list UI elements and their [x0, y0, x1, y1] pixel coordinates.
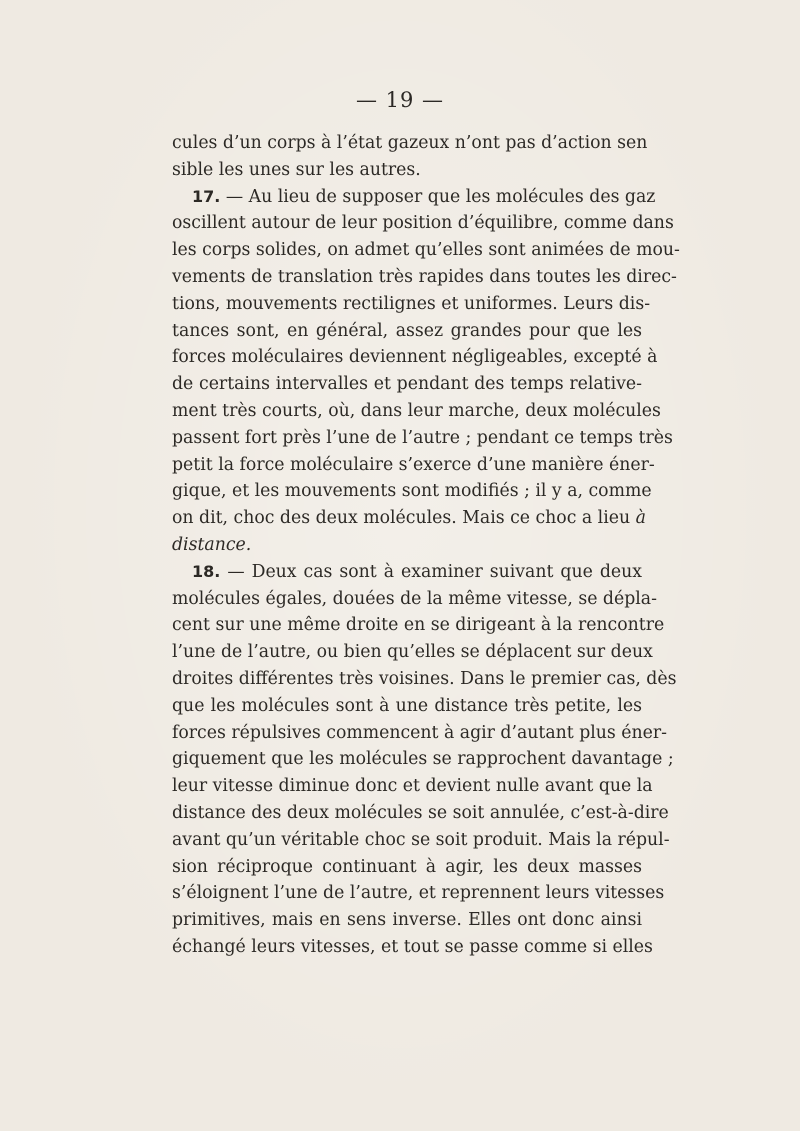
text-line	[172, 666, 677, 693]
text-line	[172, 157, 642, 184]
line-text: ment très courts, où, dans leur marche, deux molécules	[172, 400, 661, 421]
text-line	[172, 478, 652, 505]
text-line	[172, 184, 656, 211]
line-text: gique, et les mouvements sont modifiés ; il y a, comme	[172, 481, 652, 502]
line-text: vements de translation très rapides dans toutes les direc-	[172, 266, 677, 287]
text-line	[172, 746, 674, 773]
line-text: passent fort près l’une de l’autre ; pendant ce temps très	[172, 427, 673, 448]
text-line	[172, 318, 642, 345]
line-text: cules d’un corps à l’état gazeux n’ont pas d’action sen	[172, 133, 648, 153]
line-text: tions, mouvements rectilignes et uniformes. Leurs dis-	[172, 293, 651, 314]
line-text: tances sont, en général, assez grandes pour que les	[172, 320, 642, 341]
line-text: giquement que les molécules se rapprochent davantage ;	[172, 749, 674, 770]
line-text: sion réciproque continuant à agir, les deux masses	[172, 856, 642, 877]
text-line	[172, 612, 665, 639]
line-text: avant qu’un véritable choc se soit produit. Mais la répul-	[172, 829, 670, 850]
line-text: cent sur une même droite en se dirigeant à la rencontre	[172, 615, 665, 636]
line-text: de certains intervalles et pendant des temps relative-	[172, 374, 642, 395]
line-text: leur vitesse diminue donc et devient nulle avant que la	[172, 776, 653, 797]
text-line	[172, 559, 642, 586]
text-line	[172, 693, 642, 720]
text-line	[172, 880, 665, 907]
text-line	[172, 720, 667, 747]
line-text: forces répulsives commencent à agir d’autant plus éner-	[172, 722, 667, 743]
text-line	[172, 264, 677, 291]
text-line	[172, 854, 642, 881]
body-text	[172, 130, 680, 961]
line-text: — Au lieu de supposer que les molécules des gaz	[220, 186, 656, 207]
line-text: distance des deux molécules se soit annulée, c’est-à-dire	[172, 802, 669, 823]
section-number: 18.	[192, 561, 221, 581]
italic-text: à	[635, 508, 646, 529]
text-line	[172, 505, 646, 532]
line-text: droites différentes très voisines. Dans le premier cas, dès	[172, 668, 677, 689]
line-text: oscillent autour de leur position d’équilibre, comme dans	[172, 213, 674, 234]
line-text: primitives, mais en sens inverse. Elles ont donc ainsi	[172, 910, 642, 931]
line-text: on dit, choc des deux molécules. Mais ce choc a lieu	[172, 508, 636, 529]
text-line	[172, 425, 673, 452]
line-text: les corps solides, on admet qu’elles sont animées de mou-	[172, 240, 680, 261]
line-text: échangé leurs vitesses, et tout se passe comme si elles	[172, 936, 653, 957]
text-line	[172, 907, 642, 934]
text-line	[172, 773, 653, 800]
line-text: l’une de l’autre, ou bien qu’elles se déplacent sur deux	[172, 642, 653, 663]
text-line	[172, 398, 661, 425]
line-text: petit la force moléculaire s’exerce d’une manière éner-	[172, 454, 655, 475]
line-text: sible les unes sur les autres.	[172, 159, 421, 180]
text-line	[172, 210, 674, 237]
italic-text: distance.	[172, 534, 252, 555]
line-text: que les molécules sont à une distance très petite, les	[172, 695, 642, 716]
text-line	[172, 130, 648, 157]
text-line	[172, 344, 658, 371]
text-line	[172, 452, 655, 479]
text-line	[172, 934, 653, 961]
text-line	[172, 800, 669, 827]
line-text: forces moléculaires deviennent négligeables, excepté à	[172, 347, 658, 368]
line-text: molécules égales, douées de la même vitesse, se dépla-	[172, 588, 657, 609]
section-number: 17.	[192, 186, 221, 206]
text-line	[172, 237, 680, 264]
text-line	[172, 586, 657, 613]
line-text: s’éloignent l’une de l’autre, et reprennent leurs vitesses	[172, 883, 665, 904]
text-line	[172, 532, 642, 559]
text-line	[172, 639, 653, 666]
text-line	[172, 371, 642, 398]
line-text: — Deux cas sont à examiner suivant que deux	[220, 561, 642, 582]
text-line	[172, 827, 670, 854]
text-line	[172, 291, 651, 318]
page-number: — 19 —	[355, 88, 445, 112]
